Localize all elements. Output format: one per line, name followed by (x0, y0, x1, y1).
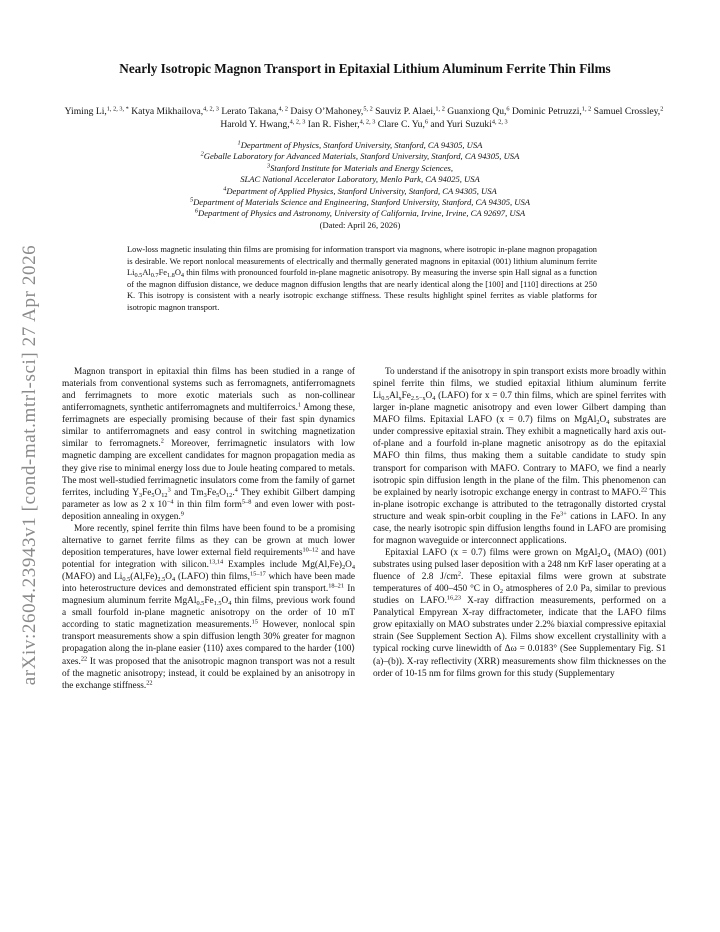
dated-line: (Dated: April 26, 2026) (319, 219, 401, 230)
superscript: 1 (297, 401, 302, 409)
subscript: 5 (151, 491, 155, 499)
superscript: 22 (146, 679, 153, 687)
text-run: To understand if the anisotropy in spin transport exists more broadly within spinel ferrite thin films, we studied epitaxial lithium aluminum ferrite Li (373, 367, 666, 402)
superscript: 3+ (560, 510, 567, 518)
author-affiliation-marks: 2 (660, 105, 664, 113)
text-run: X-ray diffraction measurements, performed on a Panalytical Empyrean X-ray diffractometer, indicate that the LAFO films grow epitaxially on MAO substrates under 2.2% biaxial compressive epitaxial strain (See Supplement Section A). Films show excellent crystallinity with a typical rocking curve linewidth of Δω = 0.0183° (See Supplementary Fig. S1 (a)–(b)). X-ray reflectivity (XRR) measurements show film thicknesses on the order of 10-15 nm for films grown for this study (Supplementary (373, 596, 666, 679)
text-run: (MAFO) and Li (62, 572, 123, 583)
superscript: 16,23 (446, 594, 462, 602)
affiliation-text: Department of Applied Physics, Stanford University, Stanford, CA 94305, USA (226, 185, 497, 196)
subscript: 2 (597, 551, 601, 559)
subscript: 4 (180, 272, 185, 279)
superscript: 5–8 (241, 498, 252, 506)
author-name: Guanxiong Qu, (447, 106, 507, 117)
text-run: O (345, 560, 352, 570)
text-run: in thin film form (173, 499, 242, 510)
affiliation-text: Geballe Laboratory for Advanced Materials, Stanford University, Stanford, CA 94305, USA (203, 151, 520, 162)
body-right-column (373, 366, 666, 680)
text-run: Al (389, 391, 399, 402)
superscript: 15–17 (250, 570, 266, 578)
superscript: 22 (640, 486, 648, 494)
arxiv-identifier-sidebar (10, 205, 50, 725)
text-run: Fe (206, 487, 217, 498)
superscript: 13,14 (208, 558, 224, 566)
author-affiliation-marks: 5, 2 (363, 105, 373, 113)
subscript: 0.5 (196, 600, 205, 608)
subscript: 12 (161, 491, 168, 499)
text-run: In magnesium aluminum ferrite MgAl (62, 584, 355, 607)
superscript: 10–12 (302, 546, 319, 554)
affiliation-text: Department of Materials Science and Engineering, Stanford University, Stanford, CA 94305, USA (193, 197, 531, 208)
author-affiliation-marks: 6 (424, 118, 429, 126)
subscript: x (398, 395, 402, 403)
affiliation-line (100, 174, 620, 185)
text-run: and have potential for integration with silicon. (62, 547, 355, 570)
text-run: O (165, 572, 172, 583)
affiliation-text: Department of Physics and Astronomy, University of California, Irvine, Irvine, CA 92697, USA (198, 208, 526, 219)
affiliation-line (100, 197, 620, 208)
subscript: 1.8 (166, 272, 175, 279)
body-paragraph (62, 366, 355, 523)
affiliation-line (100, 186, 620, 197)
affiliation-text: Stanford Institute for Materials and Energy Sciences, (270, 162, 454, 173)
text-run: Fe (204, 596, 214, 607)
affiliation-number: 5 (189, 196, 194, 204)
text-run: Al (142, 268, 151, 277)
subscript: 2 (499, 588, 503, 596)
subscript: 0.7 (150, 272, 159, 279)
superscript: 22 (80, 654, 88, 662)
arxiv-identifier-text: arXiv:2604.23943v1 [cond-mat.mtrl-sci] 27 Apr 2026 (19, 244, 40, 686)
author-affiliation-marks: 1, 2 (435, 105, 445, 113)
superscript: 18–21 (328, 582, 344, 590)
author-name: Daisy O’Mahoney, (290, 106, 364, 117)
affiliation-line (100, 163, 620, 174)
text-run: Fe (401, 391, 411, 402)
text-run: (MAO) (001) substrates using pulsed laser deposition with a 248 nm KrF laser operating at a fluence of 2.8 J/cm (373, 547, 666, 583)
author-name: Dominic Petruzzi, (511, 106, 582, 117)
text-run: O (174, 268, 181, 277)
text-run: O (154, 487, 162, 498)
affiliation-line (100, 208, 620, 219)
subscript: 2.5−x (410, 395, 426, 403)
superscript: 2 (160, 437, 164, 445)
text-run: This in-plane isotropic exchange is attributed to the tetragonally distorted crystal structure and weak spin-orbit coupling in the Fe (373, 487, 666, 522)
author-affiliation-marks: 4, 2 (278, 105, 288, 113)
superscript: −4 (166, 498, 174, 506)
text-run: Examples include Mg(Al,Fe) (223, 560, 342, 570)
author-name: Clare C. Yu, (377, 119, 425, 130)
subscript: 3 (138, 491, 143, 499)
text-run: O (600, 547, 608, 558)
author-affiliation-marks: 6 (506, 105, 510, 113)
body-paragraph (373, 547, 666, 680)
subscript: 4 (228, 600, 232, 608)
author-name: Samuel Crossley, (593, 106, 661, 117)
author-name: Sauviz P. Alaei, (375, 106, 436, 117)
affiliation-number: 4 (223, 185, 227, 193)
affiliation-number: 1 (237, 139, 241, 147)
author-name: and Yuri Suzuki (430, 119, 492, 130)
author-affiliation-marks: 4, 2, 3 (289, 118, 306, 126)
author-name: Harold Y. Hwang, (220, 119, 290, 130)
affiliation-line (100, 151, 620, 162)
subscript: 4 (432, 395, 436, 403)
subscript: 4 (606, 419, 610, 427)
text-run: thin films with pronounced fourfold in-plane magnetic anisotropy. By measuring the inverse spin Hall signal as a function of the magnon diffusion distance, we deduce magnon diffusion lengths that are nearly identical along the [100] and [110] directions at 250 K. This isotropy is consistent with a nearly isotropic exchange stiffness. These results highlight spinel ferrites as viable platforms for isotropic magnon transport. (127, 268, 597, 312)
affiliation-list (100, 140, 620, 231)
affiliation-line (100, 140, 620, 151)
text-run: Fe (158, 268, 167, 277)
subscript: 2 (341, 564, 346, 571)
text-run: thin films, previous work found a small fourfold in-plane magnetic anisotropy on the order of 10 mT according to static magnetization measurements. (62, 596, 355, 631)
text-run: Low-loss magnetic insulating thin films are promising for information transport via magnons, where isotropic in-plane magnon propagation is desirable. We report nonlocal measurements of electrically and thermally generated magnons in epitaxial (001) lithium aluminum ferrite Li (127, 245, 597, 277)
text-run: atmospheres of 2.0 Pa, similar to previous studies on LAFO. (373, 584, 667, 607)
text-run: O (599, 415, 607, 426)
text-run: (LAFO) thin films, (175, 572, 251, 583)
text-run: They exhibit Gilbert damping parameter as low as 2 x 10 (62, 487, 355, 510)
affiliation-text: Department of Physics, Stanford University, Stanford, CA 94305, USA (240, 140, 483, 150)
author-name: Ian R. Fisher, (307, 119, 360, 130)
abstract (127, 244, 597, 313)
text-run: (Al,Fe) (130, 572, 158, 583)
author-name: Yiming Li, (64, 106, 107, 117)
text-run: O (221, 596, 229, 607)
affiliation-number: 2 (200, 150, 204, 158)
subscript: 12 (226, 491, 233, 499)
affiliation-number: 6 (194, 207, 199, 215)
author-affiliation-marks: 1, 2 (581, 105, 592, 113)
author-affiliation-marks: 4, 2, 3 (203, 105, 219, 113)
text-run: It was proposed that the anisotropic magnon transport was not a result of the magnetic anisotropy; instead, it could be explained by an anisotropy in the exchange stiffness. (62, 656, 355, 691)
text-run: (LAFO) for x = 0.7 thin films, which are spinel ferrites with larger in-plane magnetic anisotropy and even lower Gilbert damping than MAFO films. Epitaxial LAFO (x = 0.7) films on MgAl (373, 391, 666, 426)
subscript: 0.5 (122, 576, 131, 584)
subscript: 4 (351, 564, 355, 571)
subscript: 4 (607, 551, 611, 559)
text-run: More recently, spinel ferrite thin films have been found to be a promising alternative to garnet ferrite films as they can be grown at much lower deposition temperatures, have lower external field requirements (62, 523, 355, 558)
text-run: Among these, ferrimagnets are especially promising because of their fast spin dynamics similar to antiferromagnets and easy control in switching magnetization similar to ferromagnets. (62, 403, 355, 450)
body-paragraph (373, 366, 666, 547)
text-run: . (232, 487, 235, 498)
affiliation-number: 3 (266, 162, 271, 170)
superscript: 3 (167, 486, 171, 494)
subscript: 0.5 (381, 395, 390, 403)
superscript: 2 (457, 570, 461, 578)
text-run: and even lower with post-deposition annealing in oxygen. (62, 499, 355, 522)
text-run: and Tm (170, 487, 204, 498)
paper-title: Nearly Isotropic Magnon Transport in Epitaxial Lithium Aluminum Ferrite Thin Films (119, 61, 611, 76)
text-run: which have been made into heterostructure devices and demonstrated efficient spin transport. (62, 572, 356, 595)
text-run: cations in LAFO. In any case, the nearly isotropic spin diffusion lengths found in LAFO are promising for magnon waveguide or interconnect applications. (373, 511, 666, 546)
text-run: Fe (142, 487, 152, 498)
text-run: substrates are under compressive epitaxial strain. They exhibit a magnetically hard axis out-of-plane and a fourfold in-plane magnetic anisotropy as do the epitaxial MAFO thin films, thus making them a suitable candidate to study spin transport for comparison with MAFO. Contrary to MAFO, we find a nearly isotropic spin diffusion length in the plane of the film. This phenomenon can be explained by nearly isotropic exchange energy in contrast to MAFO. (373, 415, 666, 498)
subscript: 4 (172, 576, 176, 584)
text-run: However, nonlocal spin transport measurements show a spin diffusion length 30% greater for magnon propagation along the in-plane easier ⟨110⟩ axes compared to the harder ⟨100⟩ axes. (62, 620, 355, 667)
affiliation-text: SLAC National Accelerator Laboratory, Menlo Park, CA 94025, USA (240, 174, 480, 185)
body-paragraph (62, 523, 355, 692)
author-name: Katya Mikhailova, (131, 106, 204, 117)
text-run: . These epitaxial films were grown at substrate temperatures of 400–450 °C in O (373, 572, 666, 595)
superscript: 4 (234, 486, 238, 494)
subscript: 2.5 (157, 576, 166, 584)
author-affiliation-marks: 4, 2, 3 (359, 118, 376, 126)
subscript: 1.5 (213, 600, 222, 608)
author-name: Lerato Takana, (221, 106, 279, 117)
subscript: 2 (596, 419, 600, 427)
subscript: 0.5 (134, 272, 143, 279)
text-run: Epitaxial LAFO (x = 0.7) films were grown on MgAl (385, 547, 598, 558)
text-run: Magnon transport in epitaxial thin films has been studied in a range of materials from conventional systems such as ferromagnets, antiferromagnets and ferrimagnets to more exotic materials such as non-collinear antiferromagnets, synthetic antiferromagnets and multiferroics. (62, 367, 355, 414)
affiliation-lines (100, 140, 620, 220)
author-affiliation-marks: 4, 2, 3 (491, 118, 508, 126)
subscript: 5 (216, 491, 220, 499)
author-list (58, 105, 670, 131)
subscript: 3 (203, 491, 207, 499)
superscript: 9 (180, 510, 184, 518)
text-run: O (425, 391, 433, 402)
text-run: Moreover, ferrimagnetic insulators with low magnetic damping are excellent candidates for magnon propagation media as they give rise to minimal energy loss due to Joule heating compared to metals. The most well-studied ferrimagnetic insulators come from the family of garnet ferrites, including Y (62, 439, 355, 498)
text-run: O (219, 487, 227, 498)
author-affiliation-marks: 1, 2, 3, * (106, 105, 129, 113)
superscript: 15 (251, 618, 258, 626)
body-left-column (62, 366, 355, 692)
